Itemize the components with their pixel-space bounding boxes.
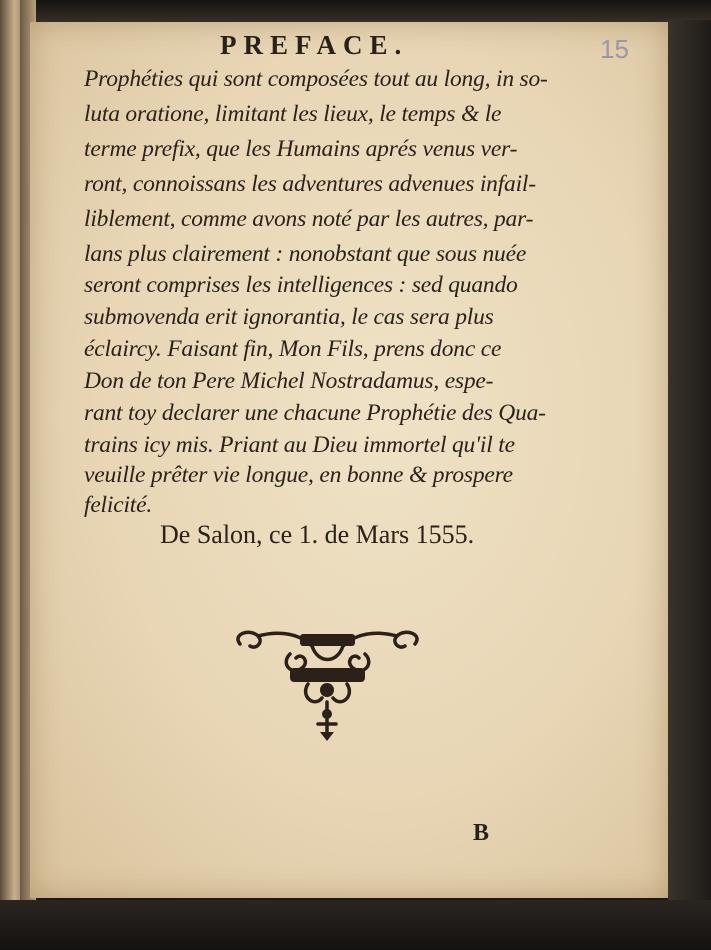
text-line-10: Don de ton Pere Michel Nostradamus, espe- <box>84 368 494 394</box>
signature-mark: B <box>473 820 490 846</box>
text-line-9: éclaircy. Faisant fin, Mon Fils, prens donc ce <box>84 336 502 362</box>
text-line-13: veuille prêter vie longue, en bonne & prospere <box>84 462 513 488</box>
running-head: PREFACE. <box>220 30 409 60</box>
text-line-1: Prophéties qui sont composées tout au long, in so- <box>84 66 548 92</box>
text-line-14: felicité. <box>84 492 153 518</box>
text-line-5: liblement, comme avons noté par les autres, par- <box>84 206 534 232</box>
text-line-3: terme prefix, que les Humains aprés venus ver- <box>84 136 518 162</box>
text-line-7: seront comprises les intelligences : sed quando <box>84 272 518 298</box>
scan-top-border <box>0 0 711 24</box>
scan-bottom-border <box>0 900 711 950</box>
text-line-6: lans plus clairement : nonobstant que sous nuée <box>84 241 527 267</box>
text-line-4: ront, connoissans les adventures advenues infail- <box>84 171 536 197</box>
text-line-8: submovenda erit ignorantia, le cas sera plus <box>84 304 494 330</box>
scan-right-border <box>668 20 711 900</box>
text-line-11: rant toy declarer une chacune Prophétie des Qua- <box>84 400 546 426</box>
fleuron-ornament <box>230 624 425 742</box>
text-line-12: trains icy mis. Priant au Dieu immortel qu'il te <box>84 432 515 458</box>
page-number: 15 <box>600 34 629 64</box>
text-line-2: luta oratione, limitant les lieux, le temps & le <box>84 101 502 127</box>
closing-date-line: De Salon, ce 1. de Mars 1555. <box>160 520 475 549</box>
